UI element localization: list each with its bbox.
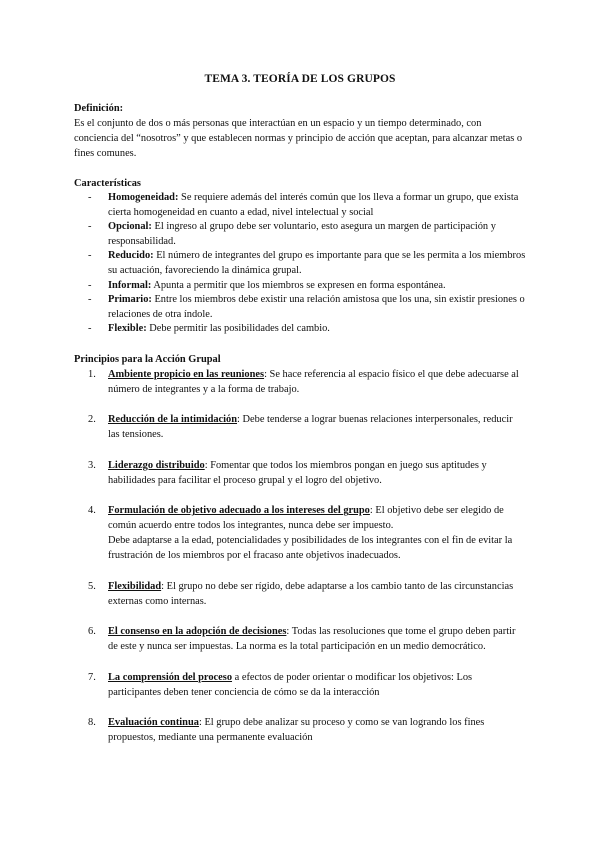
principle-item: 4. Formulación de objetivo adecuado a los intereses del grupo: El objetivo debe ser elegido de común acuerdo entre todos los integrantes, nunca debe ser impuesto. Debe adaptarse a la edad, potencialidades y posibilidades de los integrantes con el fin de evitar la frustración de los miembros por el fracaso ante objetivos inadecuados.	[88, 505, 513, 562]
page-title: TEMA 3. TEORÍA DE LOS GRUPOS	[204, 73, 396, 85]
characteristic-item: - Opcional: El ingreso al grupo debe ser voluntario, esto asegura un margen de participación y responsabilidad.	[88, 221, 496, 247]
document-body	[74, 101, 526, 761]
principle-item: 6. El consenso en la adopción de decisiones: Todas las resoluciones que tome el grupo deben partir de este y nunca ser impuestas. La norma es la total participación en un medio democrático.	[88, 626, 516, 653]
principles-list	[74, 367, 526, 746]
characteristic-item: - Informal: Apunta a permitir que los miembros se expresen en forma espontánea.	[88, 279, 446, 291]
principle-item: 5. Flexibilidad: El grupo no debe ser rígido, debe adaptarse a los cambio tanto de las circunstancias externas como internas.	[88, 580, 514, 607]
characteristic-item: - Homogeneidad: Se requiere además del interés común que los lleva a formar un grupo, que exista cierta homogeneidad en cuanto a edad, nivel intelectual y social	[88, 192, 519, 218]
characteristics-heading: Características	[74, 178, 141, 189]
characteristic-item: - Primario: Entre los miembros debe existir una relación amistosa que los una, sin existir presiones o relaciones de otra índole.	[88, 294, 525, 320]
principle-item: 1. Ambiente propicio en las reuniones: Se hace referencia al espacio físico el que debe adecuarse al número de integrantes y a la forma de trabajo.	[88, 368, 519, 395]
principle-item: 8. Evaluación continua: El grupo debe analizar su proceso y como se van logrando los fines propuestos, mediante una permanente evaluación	[88, 717, 485, 744]
definition-heading: Definición:	[74, 103, 124, 114]
characteristic-item: - Flexible: Debe permitir las posibilidades del cambio.	[88, 323, 330, 335]
principle-item: 2. Reducción de la intimidación: Debe tenderse a lograr buenas relaciones interpersonales, reducir las tensiones.	[88, 414, 513, 441]
definition-text: Es el conjunto de dos o más personas que interactúan en un espacio y un tiempo determinado, con conciencia del “nosotros” y que establecen normas y principio de acción que aceptan, para alcanzar metas o fines comunes.	[74, 118, 523, 159]
characteristics-list	[74, 191, 526, 337]
principle-item: 3. Liderazgo distribuido: Fomentar que todos los miembros pongan en juego sus aptitudes y habilidades para facilitar el proceso grupal y el logro del objetivo.	[88, 459, 487, 486]
characteristic-item: - Reducido: El número de integrantes del grupo es importante para que se les permita a los miembros su actuación, favoreciendo la dinámica grupal.	[88, 250, 526, 276]
principles-heading: Principios para la Acción Grupal	[74, 353, 221, 365]
principle-item: 7. La comprensión del proceso a efectos de poder orientar o modificar los objetivos: Los participantes deben tener conciencia de cómo se da la interacción	[88, 671, 473, 698]
